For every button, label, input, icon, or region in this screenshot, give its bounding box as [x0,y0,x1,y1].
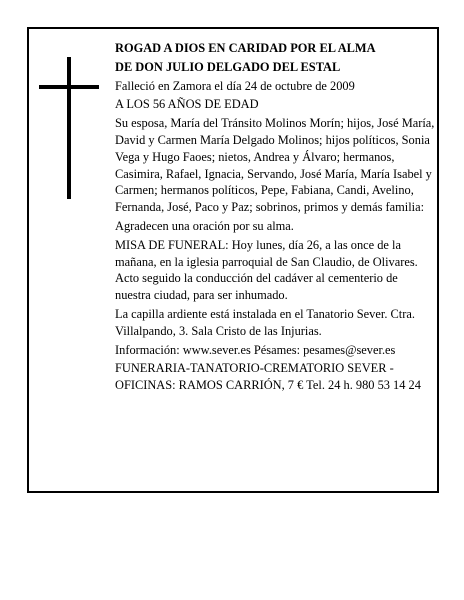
heading-line-2: DE DON JULIO DELGADO DEL ESTAL [115,59,341,74]
obituary-notice [27,27,439,493]
heading-line-1: ROGAD A DIOS EN CARIDAD POR EL ALMA [115,41,376,55]
cross-icon [39,57,99,199]
contact-info: Información: www.sever.es Pésames: pesames@sever.es [115,342,396,357]
thanks-statement: Agradecen una oración por su alma. [115,218,294,233]
cross-vertical-bar [67,57,71,199]
cross-horizontal-bar [39,85,99,89]
family-list: Su esposa, María del Tránsito Molinos Morín; hijos, José María, David y Carmen María Delgado Molinos; hijos políticos, Sonia Vega y Hugo Faoes; nietos, Andrea y Álvaro; hermanos, Casimira, Rafael, Ignacia, Servando, José María, María Isabel y Carmen; hermanos políticos, Pepe, Fabiana, Candi, Avelino, Fernanda, José, Paco y Paz; sobrinos, primos y demás familia: [115,116,435,215]
funeral-details: MISA DE FUNERAL: Hoy lunes, día 26, a las once de la mañana, en la iglesia parroquial de San Claudio, de Olivares. Acto seguido la conducción del cadáver al cementerio de nuestra ciudad, para ser inhumado. [115,237,418,303]
notice-text [115,40,435,396]
chapel-details: La capilla ardiente está instalada en el Tanatorio Sever. Ctra. Villalpando, 3. Sala Cristo de las Injurias. [115,306,415,338]
funeral-company: FUNERARIA-TANATORIO-CREMATORIO SEVER - OFICINAS: RAMOS CARRIÓN, 7 € Tel. 24 h. 980 53 14 24 [115,361,421,393]
death-statement: Falleció en Zamora el día 24 de octubre de 2009 [115,78,355,93]
age-statement: A LOS 56 AÑOS DE EDAD [115,97,259,112]
